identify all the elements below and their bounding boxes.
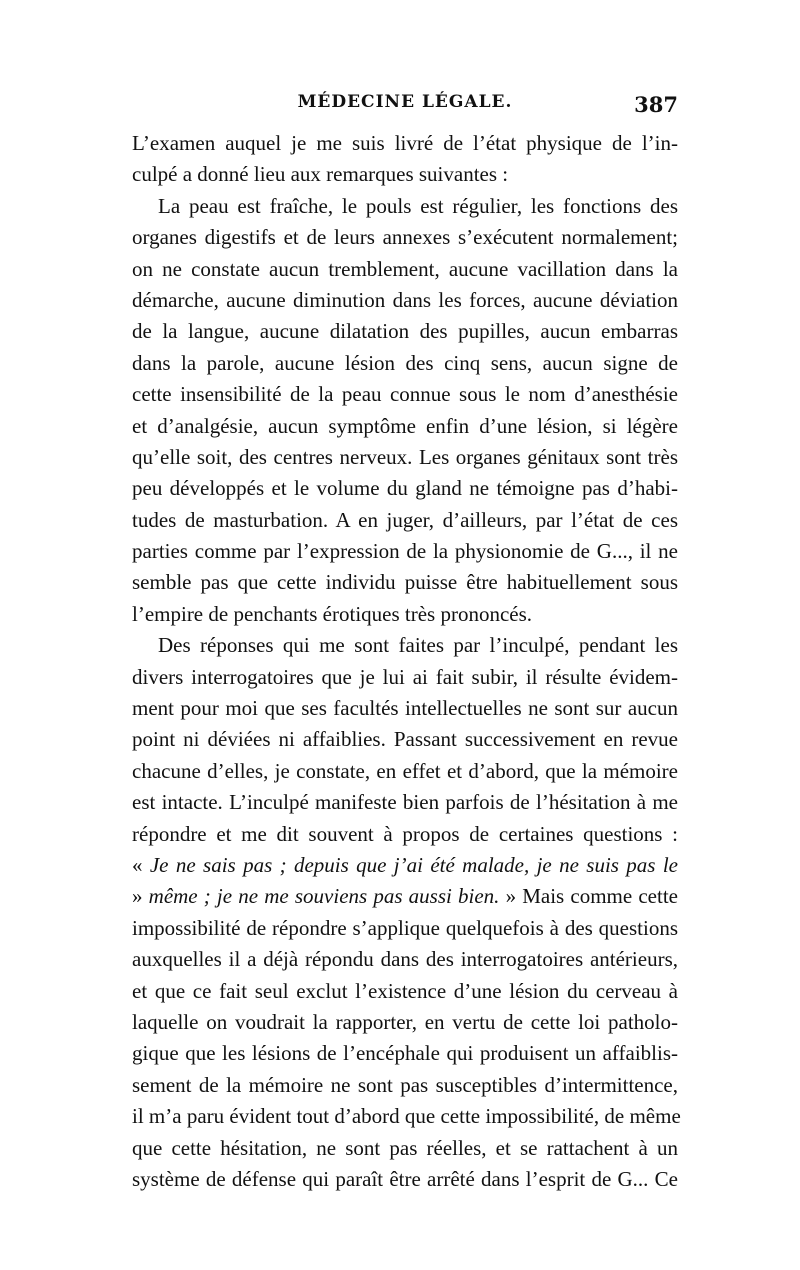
- text-line: dans la parole, aucune lésion des cinq sens, aucun signe de: [132, 350, 678, 375]
- text-line: point ni déviées ni affaiblies. Passant successivement en revue: [132, 727, 678, 752]
- running-head: [132, 92, 678, 122]
- paragraph-start-line: Des réponses qui me sont faites par l’inculpé, pendant les: [158, 633, 678, 658]
- text-line: est intacte. L’inculpé manifeste bien parfois de l’hésitation à me: [132, 790, 678, 815]
- text-line: que cette hésitation, ne sont pas réelles, et se rattachent à un: [132, 1135, 678, 1160]
- quote-continue-mark: »: [132, 884, 149, 909]
- text-line: semble pas que cette individu puisse être habituellement sous: [132, 570, 678, 595]
- text-line: ment pour moi que ses facultés intellectuelles ne sont sur aucun: [132, 696, 678, 721]
- running-title: MÉDECINE LÉGALE.: [297, 92, 513, 112]
- text-line: qu’elle soit, des centres nerveux. Les organes génitaux sont très: [132, 444, 678, 469]
- text-line: tudes de masturbation. A en juger, d’ailleurs, par l’état de ces: [132, 507, 678, 532]
- quoted-speech: même ; je ne me souviens pas aussi bien.: [148, 884, 500, 909]
- text-line: organes digestifs et de leurs annexes s’exécutent normalement;: [132, 225, 678, 250]
- text-line: parties comme par l’expression de la physionomie de G..., il ne: [132, 539, 678, 564]
- text-line: chacune d’elles, je constate, en effet et d’abord, que la mémoire: [132, 758, 678, 783]
- quote-open-mark: «: [132, 852, 150, 877]
- text-line: on ne constate aucun tremblement, aucune vacillation dans la: [132, 256, 678, 281]
- text-line: il m’a paru évident tout d’abord que cette impossibilité, de même: [132, 1104, 681, 1129]
- quote-close-text: » Mais comme cette: [499, 884, 678, 909]
- quote-line: [132, 881, 678, 912]
- text-line: laquelle on voudrait la rapporter, en vertu de cette loi patholo-: [132, 1009, 678, 1034]
- text-line: cette insensibilité de la peau connue sous le nom d’anesthésie: [132, 382, 678, 407]
- body-text: [132, 128, 681, 1195]
- text-line: L’examen auquel je me suis livré de l’état physique de l’in-: [132, 131, 678, 155]
- text-line: sement de la mémoire ne sont pas susceptibles d’intermittence,: [132, 1072, 678, 1097]
- text-line: peu développés et le volume du gland ne témoigne pas d’habi-: [132, 476, 678, 501]
- text-line: divers interrogatoires que je lui ai fait subir, il résulte évidem-: [132, 664, 678, 689]
- text-line: et que ce fait seul exclut l’existence d’une lésion du cerveau à: [132, 978, 678, 1003]
- page-number: 387: [634, 92, 678, 117]
- text-line: impossibilité de répondre s’applique quelquefois à des questions: [132, 915, 678, 940]
- text-line: démarche, aucune diminution dans les forces, aucune déviation: [132, 287, 678, 312]
- text-line: système de défense qui paraît être arrêté dans l’esprit de G... Ce: [132, 1166, 678, 1191]
- text-line: et d’analgésie, aucun symptôme enfin d’une lésion, si légère: [132, 413, 678, 438]
- text-line: auxquelles il a déjà répondu dans des interrogatoires antérieurs,: [132, 947, 678, 972]
- text-line: de la langue, aucune dilatation des pupilles, aucun embarras: [132, 319, 678, 344]
- quote-line: [132, 850, 678, 881]
- quoted-speech: Je ne sais pas ; depuis que j’ai été malade, je ne suis pas le: [149, 852, 678, 877]
- text-line: gique que les lésions de l’encéphale qui produisent un affaiblis-: [132, 1041, 678, 1066]
- text-line: culpé a donné lieu aux remarques suivantes :: [132, 162, 509, 187]
- text-line: l’empire de penchants érotiques très prononcés.: [132, 601, 533, 626]
- paragraph-start-line: La peau est fraîche, le pouls est régulier, les fonctions des: [158, 193, 678, 218]
- text-line: répondre et me dit souvent à propos de certaines questions :: [132, 821, 678, 846]
